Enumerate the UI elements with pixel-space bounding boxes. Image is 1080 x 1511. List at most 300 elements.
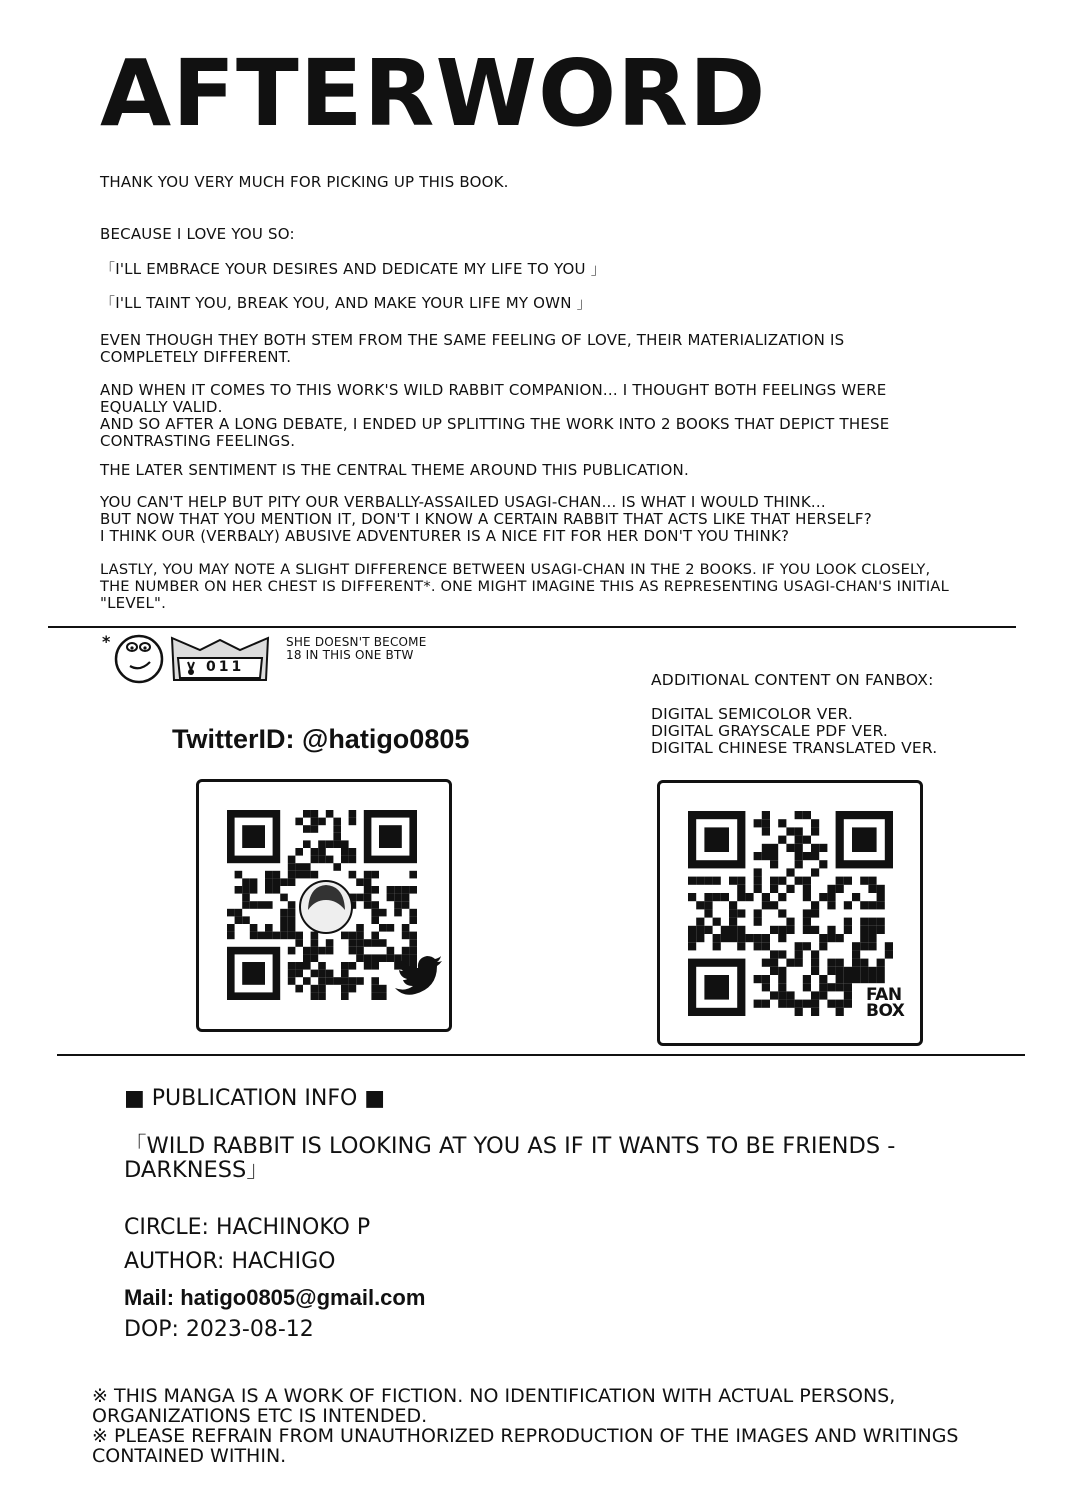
qr-module [250, 932, 258, 940]
qr-module [819, 844, 827, 852]
qr-module [819, 983, 827, 991]
qr-module [827, 901, 835, 909]
qr-module [877, 959, 885, 967]
qr-module [288, 863, 296, 871]
qr-module [827, 959, 835, 967]
qr-module [819, 942, 827, 950]
qr-module [242, 894, 250, 902]
qr-module [827, 926, 835, 934]
qr-module [770, 959, 778, 967]
qr-module [387, 947, 395, 955]
qr-module [803, 885, 811, 893]
qr-module [811, 827, 819, 835]
qr-module [811, 868, 819, 876]
qr-module [318, 947, 326, 955]
qr-module [704, 877, 712, 885]
qr-module [326, 947, 334, 955]
qr-module [303, 825, 311, 833]
qr-module [242, 916, 250, 924]
qr-module [696, 901, 704, 909]
qr-module [280, 878, 288, 886]
qr-module [696, 918, 704, 926]
disclaimer-line: ORGANIZATIONS ETC IS INTENDED. [92, 1405, 428, 1427]
qr-module [265, 878, 273, 886]
qr-module [379, 985, 387, 993]
qr-module [242, 886, 250, 894]
qr-module [349, 818, 357, 826]
qr-module [227, 932, 235, 940]
paragraph-line: BECAUSE I LOVE YOU SO: [100, 225, 295, 243]
qr-module [729, 918, 737, 926]
qr-module [811, 950, 819, 958]
qr-module [877, 918, 885, 926]
qr-finder-center [379, 825, 402, 848]
qr-module [786, 868, 794, 876]
qr-module [737, 934, 745, 942]
qr-module [860, 918, 868, 926]
page-title: AFTERWORD [100, 40, 767, 147]
smirk-face-icon [112, 632, 166, 684]
qr-module [295, 970, 303, 978]
qr-module [409, 932, 417, 940]
qr-module [770, 967, 778, 975]
paragraph-line: I THINK OUR (VERBALY) ABUSIVE ADVENTURER IS A NICE FIT FOR HER DON'T YOU THINK? [100, 527, 790, 545]
qr-module [288, 901, 296, 909]
qr-module [379, 924, 387, 932]
qr-module [402, 894, 410, 902]
qr-module [349, 932, 357, 940]
qr-module [770, 885, 778, 893]
qr-module [795, 1008, 803, 1016]
qr-module [795, 950, 803, 958]
qr-module [852, 975, 860, 983]
qr-module [737, 877, 745, 885]
qr-module [778, 893, 786, 901]
qr-module [860, 926, 868, 934]
disclaimer-line: ※ THIS MANGA IS A WORK OF FICTION. NO IDENTIFICATION WITH ACTUAL PERSONS, [92, 1385, 896, 1407]
qr-module [770, 991, 778, 999]
qr-module [242, 878, 250, 886]
fanbox-logo [866, 987, 904, 1019]
qr-module [280, 924, 288, 932]
qr-module [811, 926, 819, 934]
paragraph-line: BUT NOW THAT YOU MENTION IT, DON'T I KNOW A CERTAIN RABBIT THAT ACTS LIKE THAT HERSELF? [100, 510, 872, 528]
qr-module [803, 1000, 811, 1008]
qr-module [786, 918, 794, 926]
qr-module [295, 848, 303, 856]
qr-module [762, 1000, 770, 1008]
qr-module [770, 860, 778, 868]
qr-module [819, 893, 827, 901]
fanbox-item: DIGITAL CHINESE TRANSLATED VER. [651, 739, 938, 757]
qr-finder-center [242, 962, 265, 985]
qr-module [737, 942, 745, 950]
qr-module [770, 844, 778, 852]
circle-name: CIRCLE: HACHINOKO P [124, 1215, 371, 1240]
qr-module [265, 886, 273, 894]
qr-module [795, 1000, 803, 1008]
qr-module [371, 932, 379, 940]
qr-finder-center [242, 825, 265, 848]
qr-module [227, 924, 235, 932]
paragraph-line: LASTLY, YOU MAY NOTE A SLIGHT DIFFERENCE BETWEEN USAGI-CHAN IN THE 2 BOOKS. IF YOU LOOK CLOSELY, [100, 561, 931, 578]
qr-module [877, 893, 885, 901]
disclaimer-line: ※ PLEASE REFRAIN FROM UNAUTHORIZED REPRODUCTION OF THE IMAGES AND WRITINGS [92, 1425, 959, 1447]
qr-module [349, 977, 357, 985]
qr-module [696, 934, 704, 942]
qr-module [721, 934, 729, 942]
qr-module [280, 909, 288, 917]
qr-module [235, 886, 243, 894]
qr-module [371, 954, 379, 962]
fanbox-logo-line: BOX [866, 1001, 905, 1021]
qr-module [295, 939, 303, 947]
qr-module [737, 885, 745, 893]
qr-module [318, 985, 326, 993]
qr-module [341, 840, 349, 848]
qr-module [778, 909, 786, 917]
qr-module [786, 844, 794, 852]
qr-module [333, 818, 341, 826]
qr-module [704, 926, 712, 934]
qr-module [394, 894, 402, 902]
qr-module [860, 942, 868, 950]
qr-module [280, 932, 288, 940]
qr-module [754, 885, 762, 893]
qr-module [295, 871, 303, 879]
qr-module [333, 840, 341, 848]
qr-module [868, 885, 876, 893]
qr-module [868, 901, 876, 909]
qr-module [844, 877, 852, 885]
qr-module [371, 985, 379, 993]
qr-module [326, 977, 334, 985]
qr-module [827, 893, 835, 901]
qr-module [704, 909, 712, 917]
qr-module [356, 947, 364, 955]
qr-module [754, 877, 762, 885]
qr-module [754, 942, 762, 950]
qr-module [704, 901, 712, 909]
qr-module [303, 947, 311, 955]
qr-module [819, 991, 827, 999]
qr-module [836, 885, 844, 893]
qr-module [778, 950, 786, 958]
qr-module [402, 954, 410, 962]
qr-module [295, 818, 303, 826]
qr-module [868, 877, 876, 885]
qr-module [394, 909, 402, 917]
qr-module [311, 825, 319, 833]
qr-module [868, 975, 876, 983]
paragraph-line: YOU CAN'T HELP BUT PITY OUR VERBALLY-ASSAILED USAGI-CHAN... IS WHAT I WOULD THINK... [100, 493, 826, 511]
qr-module [786, 991, 794, 999]
qr-module [349, 962, 357, 970]
qr-module [333, 825, 341, 833]
qr-module [356, 977, 364, 985]
qr-module [819, 975, 827, 983]
qr-module [318, 848, 326, 856]
disclaimer-line: CONTAINED WITHIN. [92, 1445, 287, 1467]
qr-module [803, 926, 811, 934]
qr-module [860, 877, 868, 885]
qr-module [349, 939, 357, 947]
qr-module [844, 918, 852, 926]
qr-module [311, 932, 319, 940]
qr-module [341, 848, 349, 856]
qr-module [387, 924, 395, 932]
qr-module [402, 901, 410, 909]
fanbox-qr-code[interactable] [657, 780, 923, 1046]
qr-module [371, 962, 379, 970]
fanbox-item: DIGITAL SEMICOLOR VER. [651, 705, 854, 723]
qr-module [877, 926, 885, 934]
qr-module [795, 942, 803, 950]
qr-module [729, 909, 737, 917]
qr-module [713, 877, 721, 885]
qr-module [713, 934, 721, 942]
twitter-bird-icon [395, 956, 442, 995]
footnote-marker: * [102, 632, 111, 651]
qr-module [803, 909, 811, 917]
qr-module [721, 893, 729, 901]
qr-module [273, 871, 281, 879]
qr-module [387, 954, 395, 962]
qr-module [688, 877, 696, 885]
qr-module [394, 901, 402, 909]
qr-module [257, 901, 265, 909]
qr-module [795, 852, 803, 860]
qr-module [737, 926, 745, 934]
qr-module [836, 967, 844, 975]
qr-module [303, 871, 311, 879]
qr-module [729, 934, 737, 942]
qr-module [803, 975, 811, 983]
qr-module [364, 871, 372, 879]
qr-module [409, 886, 417, 894]
qr-module [318, 977, 326, 985]
qr-module [371, 901, 379, 909]
qr-module [341, 932, 349, 940]
qr-module [257, 932, 265, 940]
qr-module [868, 967, 876, 975]
mail-address[interactable]: Mail: hatigo0805@gmail.com [124, 1285, 426, 1310]
twitter-qr-code[interactable] [196, 779, 452, 1032]
qr-module [836, 975, 844, 983]
qr-module [409, 916, 417, 924]
qr-module [295, 962, 303, 970]
qr-module [754, 852, 762, 860]
qr-module [762, 811, 770, 819]
qr-module [288, 947, 296, 955]
qr-module [333, 833, 341, 841]
qr-module [778, 819, 786, 827]
qr-module [778, 991, 786, 999]
qr-module [811, 909, 819, 917]
qr-module [803, 877, 811, 885]
fanbox-logo-line: FAN [866, 985, 902, 1005]
qr-module [288, 878, 296, 886]
qr-module [326, 970, 334, 978]
qr-module [409, 947, 417, 955]
qr-module [311, 810, 319, 818]
qr-module [877, 901, 885, 909]
qr-module [827, 1000, 835, 1008]
paragraph-line: THE LATER SENTIMENT IS THE CENTRAL THEME AROUND THIS PUBLICATION. [100, 461, 689, 479]
qr-module [265, 871, 273, 879]
qr-module [288, 924, 296, 932]
qr-module [704, 893, 712, 901]
qr-module [409, 909, 417, 917]
qr-module [786, 827, 794, 835]
qr-module [250, 924, 258, 932]
qr-module [356, 894, 364, 902]
qr-module [356, 878, 364, 886]
qr-module [326, 856, 334, 864]
qr-module [754, 1000, 762, 1008]
qr-module [311, 871, 319, 879]
qr-module [811, 844, 819, 852]
chest-number: 011 [206, 659, 245, 675]
qr-module [280, 916, 288, 924]
qr-module [371, 992, 379, 1000]
qr-module [803, 893, 811, 901]
twitter-id: TwitterID: @hatigo0805 [172, 724, 470, 754]
qr-module [402, 932, 410, 940]
qr-module [311, 947, 319, 955]
qr-module [288, 916, 296, 924]
qr-module [754, 975, 762, 983]
qr-module [827, 885, 835, 893]
qr-module [364, 954, 372, 962]
qr-module [795, 959, 803, 967]
qr-module [364, 886, 372, 894]
qr-module [688, 942, 696, 950]
qr-module [844, 1000, 852, 1008]
qr-module [877, 975, 885, 983]
qr-module [827, 934, 835, 942]
footnote-line: SHE DOESN'T BECOME [286, 635, 427, 649]
qr-module [786, 885, 794, 893]
qr-module [311, 985, 319, 993]
qr-module [356, 924, 364, 932]
qr-module [265, 932, 273, 940]
qr-module [836, 934, 844, 942]
qr-finder-center [704, 827, 729, 852]
qr-module [303, 954, 311, 962]
author-name: AUTHOR: HACHIGO [124, 1249, 336, 1274]
work-title-line: DARKNESS」 [124, 1157, 269, 1183]
qr-module [349, 985, 357, 993]
qr-module [273, 886, 281, 894]
qr-module [295, 985, 303, 993]
divider [48, 626, 1016, 628]
paragraph-line: EQUALLY VALID. [100, 398, 223, 416]
qr-module [786, 926, 794, 934]
qr-module [303, 840, 311, 848]
qr-module [696, 926, 704, 934]
qr-module [745, 934, 753, 942]
qr-module [235, 916, 243, 924]
qr-module [371, 939, 379, 947]
qr-module [762, 893, 770, 901]
qr-module [379, 939, 387, 947]
qr-module [852, 942, 860, 950]
fanbox-heading: ADDITIONAL CONTENT ON FANBOX: [651, 671, 934, 689]
qr-module [288, 977, 296, 985]
paragraph-line: AND WHEN IT COMES TO THIS WORK'S WILD RABBIT COMPANION... I THOUGHT BOTH FEELINGS WERE [100, 381, 887, 399]
qr-module [778, 1000, 786, 1008]
qr-module [402, 924, 410, 932]
qr-module [356, 939, 364, 947]
qr-module [844, 991, 852, 999]
qr-module [318, 970, 326, 978]
qr-module [811, 959, 819, 967]
qr-module [860, 967, 868, 975]
qr-module [844, 901, 852, 909]
qr-module [754, 918, 762, 926]
qr-module [868, 942, 876, 950]
qr-module [379, 909, 387, 917]
qr-module [250, 878, 258, 886]
qr-module [868, 918, 876, 926]
qr-module [844, 975, 852, 983]
qr-module [265, 901, 273, 909]
qr-module [868, 934, 876, 942]
qr-module [852, 950, 860, 958]
qr-module [364, 878, 372, 886]
qr-module [387, 894, 395, 902]
qr-module [288, 871, 296, 879]
qr-module [795, 877, 803, 885]
qr-module [844, 967, 852, 975]
qr-module [754, 909, 762, 917]
date-of-publication: DOP: 2023-08-12 [124, 1317, 314, 1342]
qr-module [836, 983, 844, 991]
qr-module [288, 856, 296, 864]
qr-module [827, 967, 835, 975]
qr-module [288, 970, 296, 978]
qr-module [713, 893, 721, 901]
qr-module [770, 852, 778, 860]
qr-module [341, 992, 349, 1000]
qr-module [696, 877, 704, 885]
qr-module [356, 932, 364, 940]
qr-module [811, 852, 819, 860]
qr-module [795, 827, 803, 835]
qr-module [409, 939, 417, 947]
paragraph-line: THANK YOU VERY MUCH FOR PICKING UP THIS BOOK. [100, 173, 509, 191]
qr-module [762, 934, 770, 942]
qr-module [852, 967, 860, 975]
qr-module [311, 818, 319, 826]
qr-module [364, 939, 372, 947]
qr-module [318, 962, 326, 970]
qr-module [762, 942, 770, 950]
qr-module [860, 975, 868, 983]
qr-module [868, 926, 876, 934]
qr-module [326, 840, 334, 848]
qr-module [795, 844, 803, 852]
work-title-line: 「WILD RABBIT IS LOOKING AT YOU AS IF IT WANTS TO BE FRIENDS - [124, 1133, 896, 1159]
qr-module [844, 983, 852, 991]
paragraph-line: CONTRASTING FEELINGS. [100, 432, 296, 450]
qr-module [786, 1000, 794, 1008]
qr-module [295, 932, 303, 940]
qr-module [371, 916, 379, 924]
qr-module [379, 992, 387, 1000]
qr-module [341, 856, 349, 864]
